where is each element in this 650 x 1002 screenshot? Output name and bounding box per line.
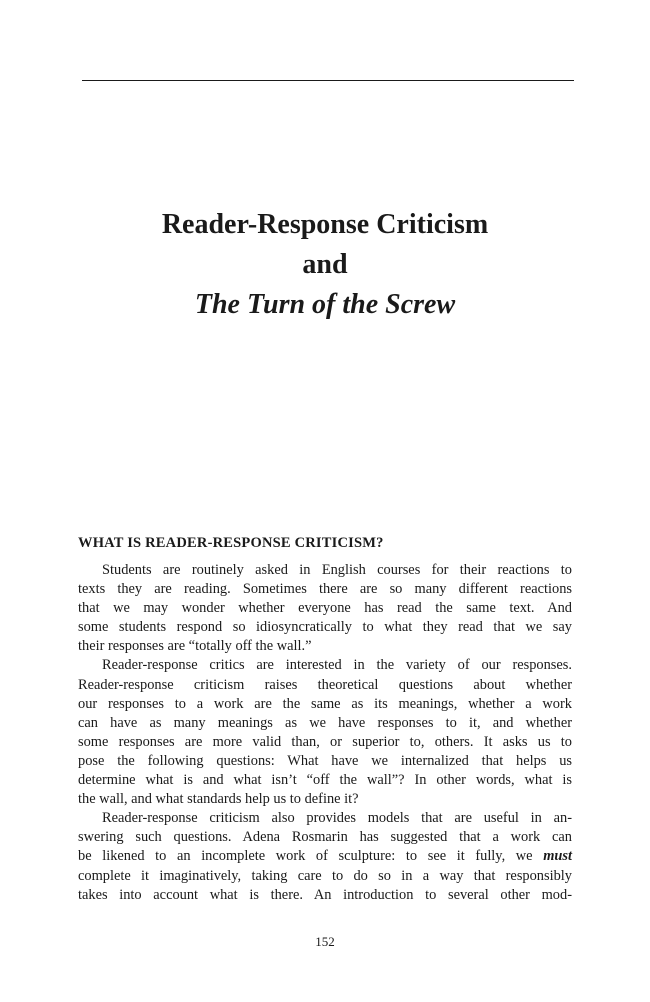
section-heading: WHAT IS READER-RESPONSE CRITICISM?: [78, 535, 384, 551]
paragraph-1: [78, 561, 572, 656]
text-line: Students are routinely asked in English courses for their reactions to: [102, 562, 572, 578]
paragraph-2: [78, 656, 572, 809]
emphasis-word: must: [543, 848, 572, 865]
header-rule: [82, 80, 574, 81]
text-line: Reader-response critics are interested in the variety of our responses.: [102, 657, 572, 674]
chapter-title: [60, 205, 590, 325]
text-line: texts they are reading. Sometimes there are so many different reactions: [78, 581, 572, 598]
text-line: that we may wonder whether everyone has read the same text. And: [78, 600, 572, 617]
text-line: some responses are more valid than, or superior to, others. It asks us to: [78, 733, 572, 750]
body-section: [78, 534, 572, 905]
title-line-1: Reader-Response Criticism: [161, 209, 489, 240]
text-line: their responses are “totally off the wall.”: [78, 638, 312, 655]
page-number: 152: [315, 934, 335, 949]
text-line: complete it imaginatively, taking care to do so in a way that responsibly: [78, 867, 572, 884]
paragraph-3: [78, 809, 572, 904]
text-line-with-emphasis: [78, 847, 572, 866]
text-line: can have as many meanings as we have responses to it, and whether: [78, 714, 572, 731]
text-line: takes into account what is there. An introduction to several other mod-: [78, 886, 572, 903]
text-line: determine what is and what isn’t “off the wall”? In other words, what is: [78, 772, 572, 789]
text-line: pose the following questions: What have we internalized that helps us: [78, 752, 572, 769]
text-line: some students respond so idiosyncratically to what they read that we say: [78, 619, 572, 636]
title-line-2: and: [302, 249, 348, 280]
title-line-3: The Turn of the Screw: [194, 289, 456, 320]
text-line: swering such questions. Adena Rosmarin has suggested that a work can: [78, 829, 572, 846]
text-line: Reader-response criticism raises theoretical questions about whether: [78, 676, 572, 693]
text-fragment: be likened to an incomplete work of sculpture: to see it fully, we: [78, 848, 533, 865]
text-line: the wall, and what standards help us to define it?: [78, 791, 359, 808]
text-line: our responses to a work are the same as its meanings, whether a work: [78, 695, 572, 712]
text-line: Reader-response criticism also provides models that are useful in an-: [102, 810, 572, 827]
